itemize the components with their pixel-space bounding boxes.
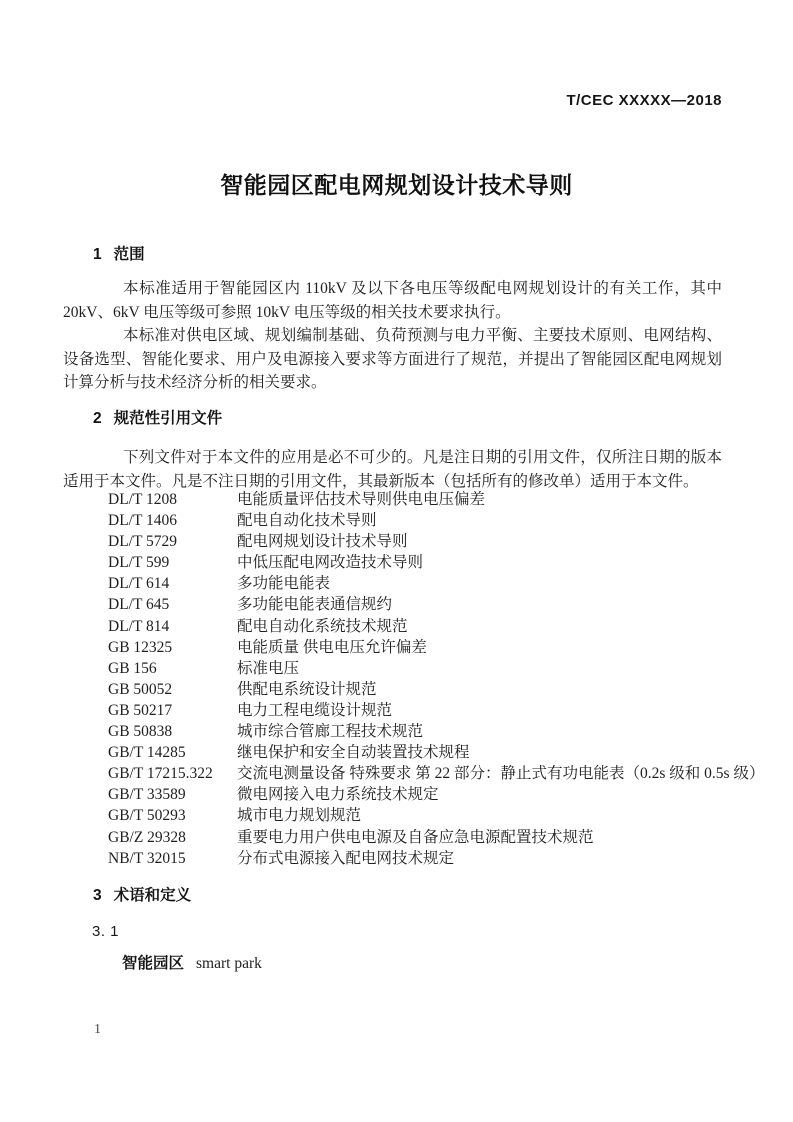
reference-code: DL/T 614 [108, 575, 170, 593]
document-title: 智能园区配电网规划设计技术导则 [220, 172, 573, 198]
reference-code: GB 50052 [108, 680, 173, 698]
reference-title: 配电网规划设计技术导则 [237, 533, 408, 551]
normative-references-list [108, 489, 768, 869]
section-1-body [63, 277, 722, 395]
reference-row [108, 848, 768, 869]
reference-row [108, 531, 768, 552]
section-3-title: 术语和定义 [113, 887, 192, 904]
reference-code: GB 156 [108, 659, 157, 677]
reference-title: 交流电测量设备 特殊要求 第 22 部分：静止式有功电能表（0.2s 级和 0.5s 级） [237, 765, 765, 783]
section-3-number: 3 [93, 887, 102, 904]
reference-code: GB 12325 [108, 638, 173, 656]
reference-code: DL/T 599 [108, 554, 170, 572]
term-english: smart park [196, 955, 262, 972]
reference-row [108, 742, 768, 763]
reference-title: 多功能电能表 [237, 575, 331, 593]
reference-title: 继电保护和安全自动装置技术规程 [237, 744, 470, 762]
reference-title: 重要电力用户供电电源及自备应急电源配置技术规范 [237, 828, 594, 846]
section-3-heading [93, 883, 191, 905]
reference-title: 中低压配电网改造技术导则 [237, 554, 424, 572]
section-1-number: 1 [93, 246, 102, 263]
reference-title: 城市综合管廊工程技术规范 [237, 723, 424, 741]
reference-title: 配电自动化技术导则 [237, 512, 377, 530]
paragraph: 本标准对供电区域、规划编制基础、负荷预测与电力平衡、主要技术原则、电网结构、设备选型、智能化要求、用户及电源接入要求等方面进行了规范，并提出了智能园区配电网规划计算分析与技术经济分析的相关要求。 [63, 327, 722, 391]
term-chinese: 智能园区 [122, 955, 185, 972]
reference-row [108, 721, 768, 742]
reference-row [108, 805, 768, 826]
reference-code: GB 50838 [108, 723, 173, 741]
reference-row [108, 594, 768, 615]
reference-code: GB/T 14285 [108, 744, 186, 762]
reference-code: DL/T 645 [108, 596, 170, 614]
paragraph: 下列文件对于本文件的应用是必不可少的。凡是注日期的引用文件，仅所注日期的版本适用于本文件。凡是不注日期的引用文件，其最新版本（包括所有的修改单）适用于本文件。 [63, 449, 722, 490]
reference-code: DL/T 814 [108, 617, 170, 635]
reference-row [108, 658, 768, 679]
reference-code: GB/T 50293 [108, 807, 186, 825]
reference-code: NB/T 32015 [108, 849, 186, 867]
reference-row [108, 510, 768, 531]
reference-title: 供配电系统设计规范 [237, 680, 377, 698]
reference-title: 分布式电源接入配电网技术规定 [237, 849, 455, 867]
reference-title: 配电自动化系统技术规范 [237, 617, 408, 635]
reference-row [108, 616, 768, 637]
reference-code: DL/T 1406 [108, 512, 178, 530]
reference-row [108, 679, 768, 700]
reference-code: DL/T 5729 [108, 533, 178, 551]
reference-code: GB/T 33589 [108, 786, 186, 804]
reference-row [108, 700, 768, 721]
reference-row [108, 573, 768, 594]
reference-row [108, 489, 768, 510]
reference-code: GB 50217 [108, 701, 173, 719]
reference-code: DL/T 1208 [108, 491, 178, 508]
section-2-heading [93, 406, 222, 428]
reference-title: 电能质量评估技术导则供电电压偏差 [237, 491, 486, 508]
reference-row [108, 784, 768, 805]
standard-number: T/CEC XXXXX—2018 [566, 92, 722, 109]
reference-title: 电能质量 供电电压允许偏差 [237, 638, 427, 656]
clause-3-1-number: 3. 1 [92, 923, 120, 940]
reference-code: GB/T 17215.322 [108, 765, 213, 783]
section-2-title: 规范性引用文件 [113, 410, 223, 427]
page-number: 1 [94, 1022, 101, 1037]
reference-title: 多功能电能表通信规约 [237, 596, 393, 614]
reference-title: 标准电压 [237, 659, 300, 677]
reference-row [108, 552, 768, 573]
section-1-title: 范围 [113, 246, 145, 263]
reference-row [108, 827, 768, 848]
reference-title: 微电网接入电力系统技术规定 [237, 786, 439, 804]
reference-title: 电力工程电缆设计规范 [237, 701, 393, 719]
term-definition-line [122, 953, 262, 974]
reference-row [108, 637, 768, 658]
reference-title: 城市电力规划规范 [237, 807, 362, 825]
paragraph: 本标准适用于智能园区内 110kV 及以下各电压等级配电网规划设计的有关工作，其中 20kV、6kV 电压等级可参照 10kV 电压等级的相关技术要求执行。 [63, 280, 722, 321]
section-1-heading [93, 242, 145, 264]
section-2-number: 2 [93, 410, 102, 427]
reference-code: GB/Z 29328 [108, 828, 186, 846]
reference-row [108, 763, 768, 784]
section-2-intro [63, 446, 722, 493]
